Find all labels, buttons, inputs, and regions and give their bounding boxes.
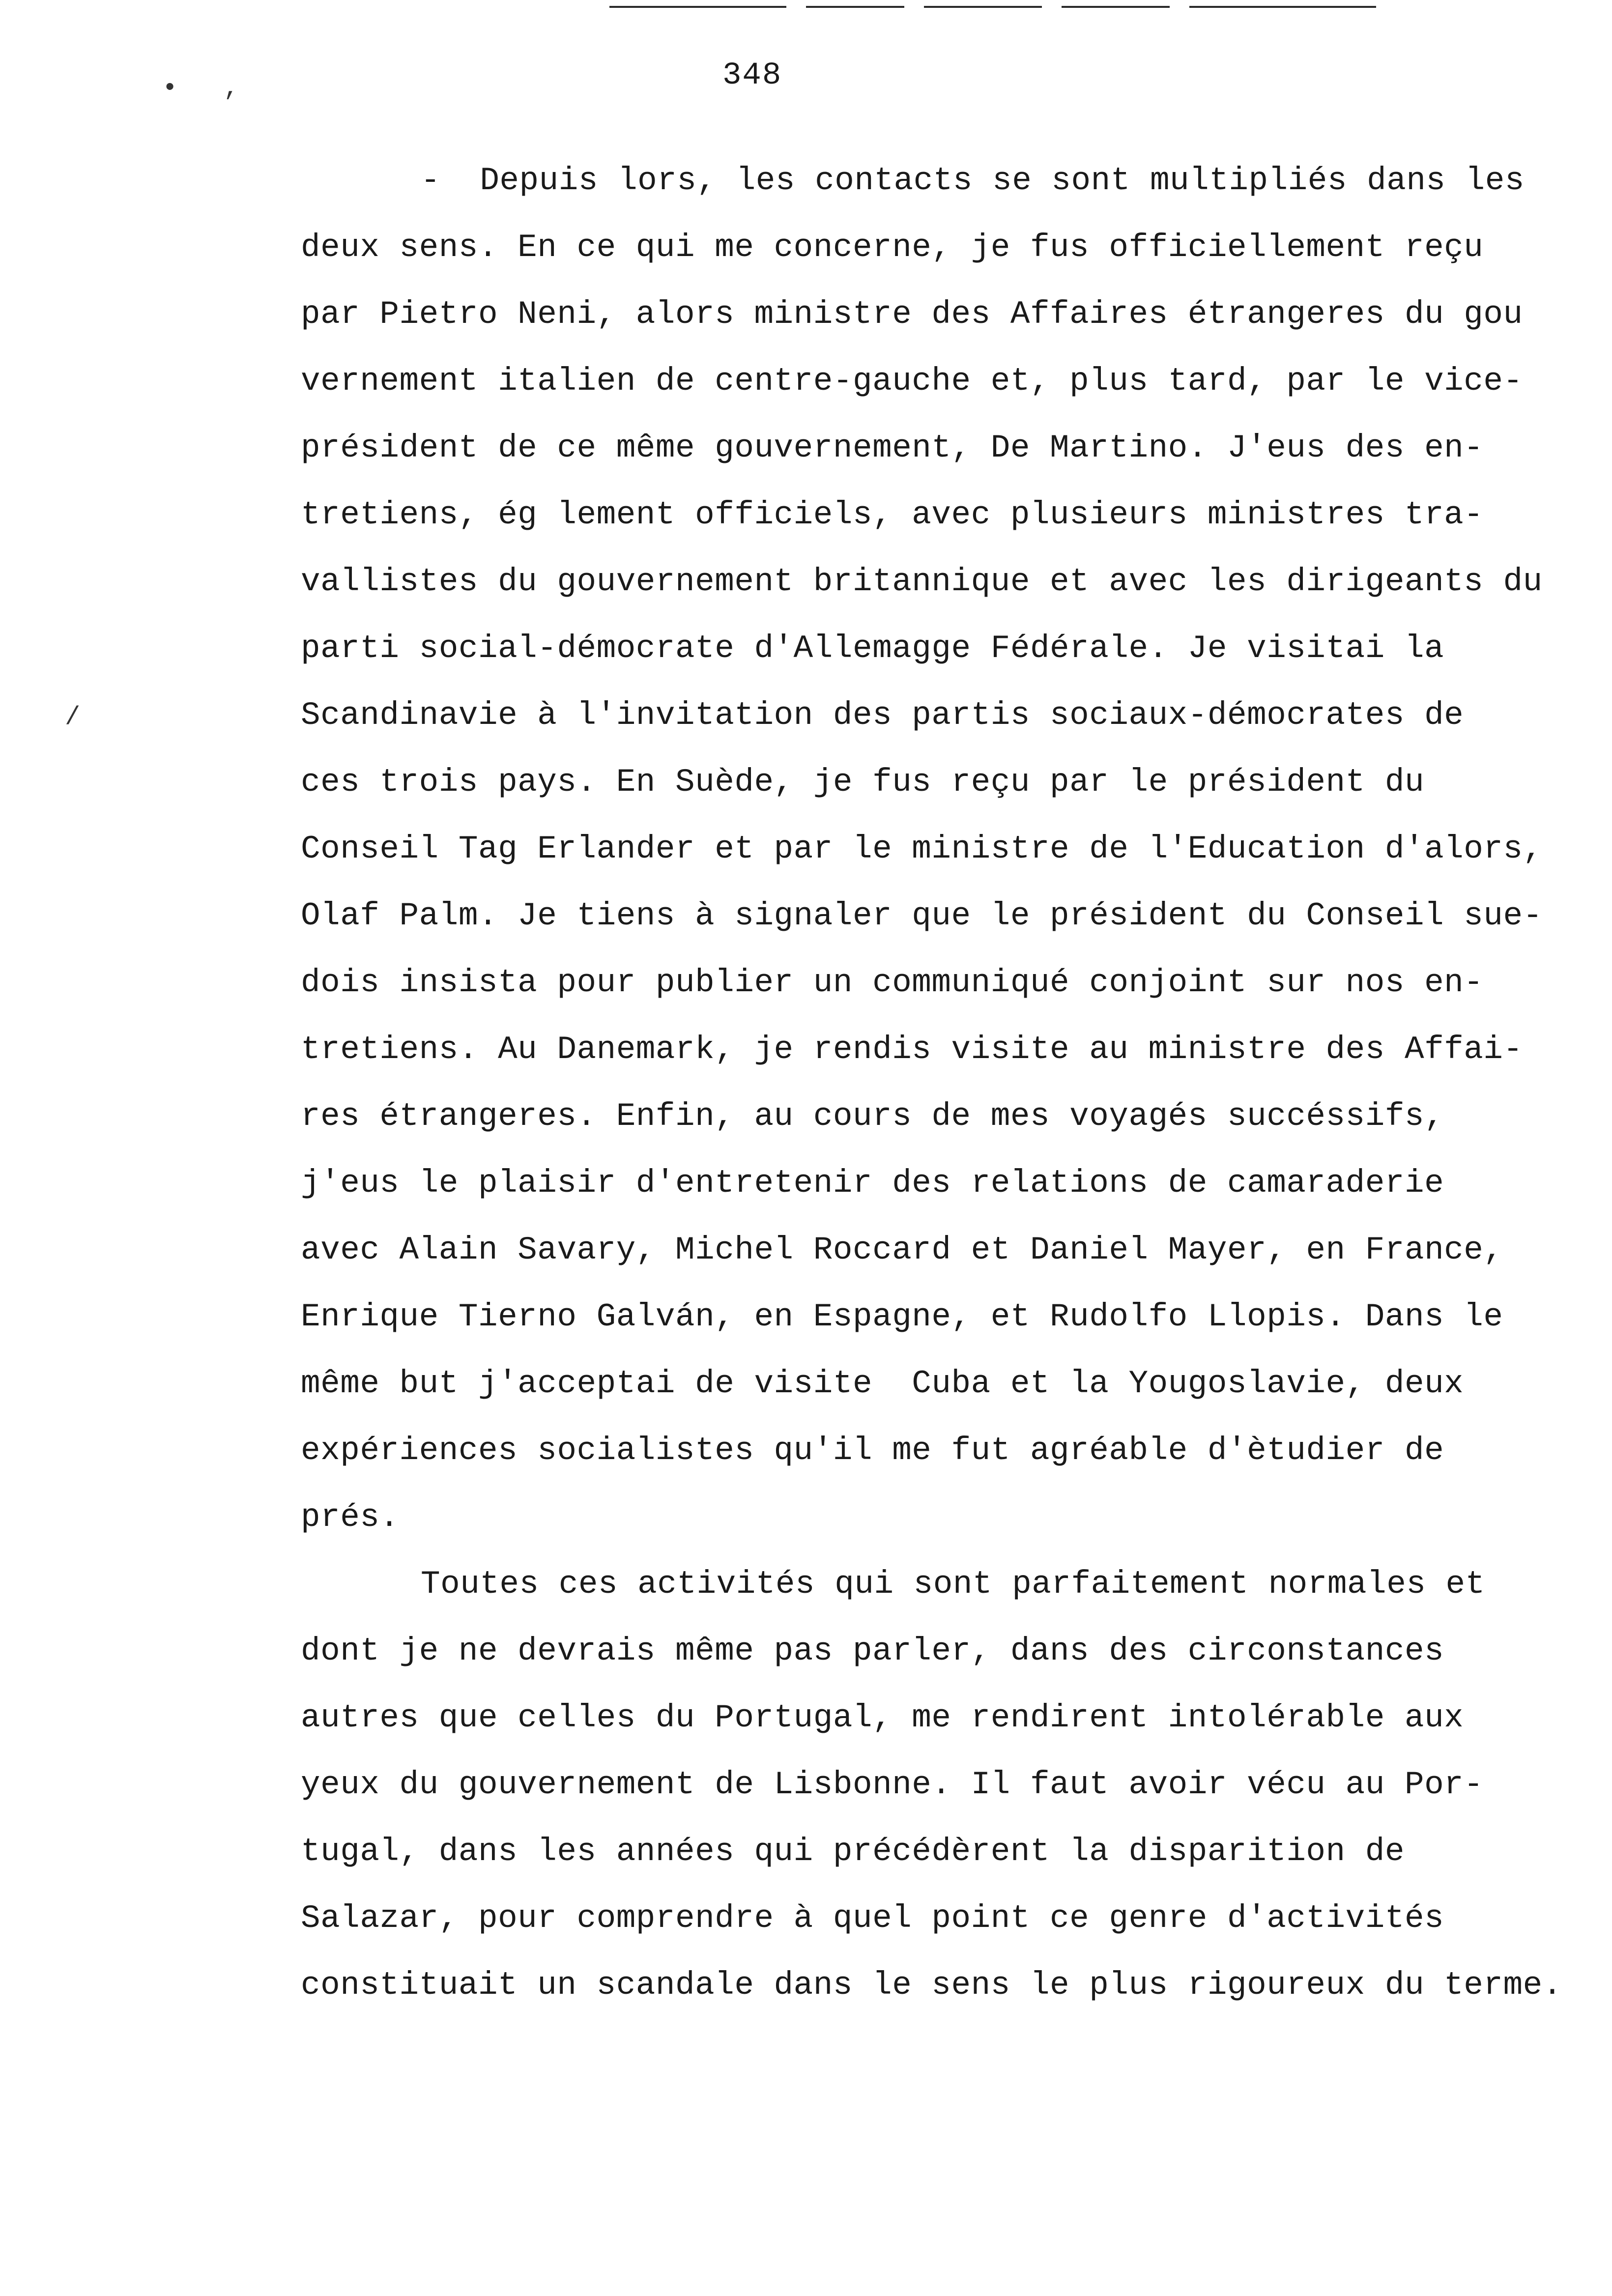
text-line: autres que celles du Portugal, me rendirent intolérable aux [301, 1699, 1464, 1736]
paragraph-2 [301, 1551, 1598, 2019]
text-line: constituait un scandale dans le sens le plus rigoureux du terme. [301, 1967, 1562, 2004]
page-number: 348 [722, 58, 782, 93]
text-line: j'eus le plaisir d'entretenir des relations de camaraderie [301, 1165, 1444, 1202]
text-line: dois insista pour publier un communiqué conjoint sur nos en- [301, 964, 1484, 1001]
text-line: dont je ne devrais même pas parler, dans des circonstances [301, 1633, 1444, 1669]
margin-comma-mark: , [224, 74, 239, 103]
text-line: prés. [301, 1499, 400, 1536]
top-rule-4 [1062, 6, 1170, 8]
margin-slash-mark: / [65, 703, 81, 732]
text-line: - Depuis lors, les contacts se sont multipliés dans les [421, 162, 1525, 199]
text-line: Olaf Palm. Je tiens à signaler que le président du Conseil sue- [301, 897, 1543, 934]
text-line: parti social-démocrate d'Allemagge Fédérale. Je visitai la [301, 630, 1444, 667]
top-rule-5 [1189, 6, 1376, 8]
text-line: expériences socialistes qu'il me fut agréable d'ètudier de [301, 1432, 1444, 1469]
text-line: res étrangeres. Enfin, au cours de mes voyagés succéssifs, [301, 1098, 1444, 1135]
text-line: tretiens. Au Danemark, je rendis visite au ministre des Affai- [301, 1031, 1523, 1068]
paragraph-1 [301, 147, 1598, 1551]
text-line: Conseil Tag Erlander et par le ministre de l'Education d'alors, [301, 831, 1543, 867]
text-line: ces trois pays. En Suède, je fus reçu par le président du [301, 764, 1425, 801]
margin-dot-mark: • [162, 74, 178, 103]
text-line: deux sens. En ce qui me concerne, je fus officiellement reçu [301, 229, 1484, 266]
text-line: même but j'acceptai de visite Cuba et la Yougoslavie, deux [301, 1365, 1464, 1402]
page-text [301, 147, 1598, 2019]
top-rule-1 [609, 6, 786, 8]
text-line: vallistes du gouvernement britannique et avec les dirigeants du [301, 563, 1543, 600]
top-rule-3 [924, 6, 1042, 8]
text-line: yeux du gouvernement de Lisbonne. Il faut avoir vécu au Por- [301, 1766, 1484, 1803]
text-line: par Pietro Neni, alors ministre des Affaires étrangeres du gou [301, 296, 1523, 333]
text-line: Toutes ces activités qui sont parfaitement normales et [421, 1566, 1485, 1603]
text-line: président de ce même gouvernement, De Martino. J'eus des en- [301, 430, 1484, 466]
text-line: tretiens, ég lement officiels, avec plusieurs ministres tra- [301, 496, 1484, 533]
text-line: Salazar, pour comprendre à quel point ce genre d'activités [301, 1900, 1444, 1937]
text-line: Enrique Tierno Galván, en Espagne, et Rudolfo Llopis. Dans le [301, 1298, 1503, 1335]
text-line: avec Alain Savary, Michel Roccard et Daniel Mayer, en France, [301, 1232, 1503, 1268]
text-line: vernement italien de centre-gauche et, plus tard, par le vice- [301, 363, 1523, 400]
top-rule-2 [806, 6, 904, 8]
text-line: Scandinavie à l'invitation des partis sociaux-démocrates de [301, 697, 1464, 734]
text-line: tugal, dans les années qui précédèrent la disparition de [301, 1833, 1405, 1870]
